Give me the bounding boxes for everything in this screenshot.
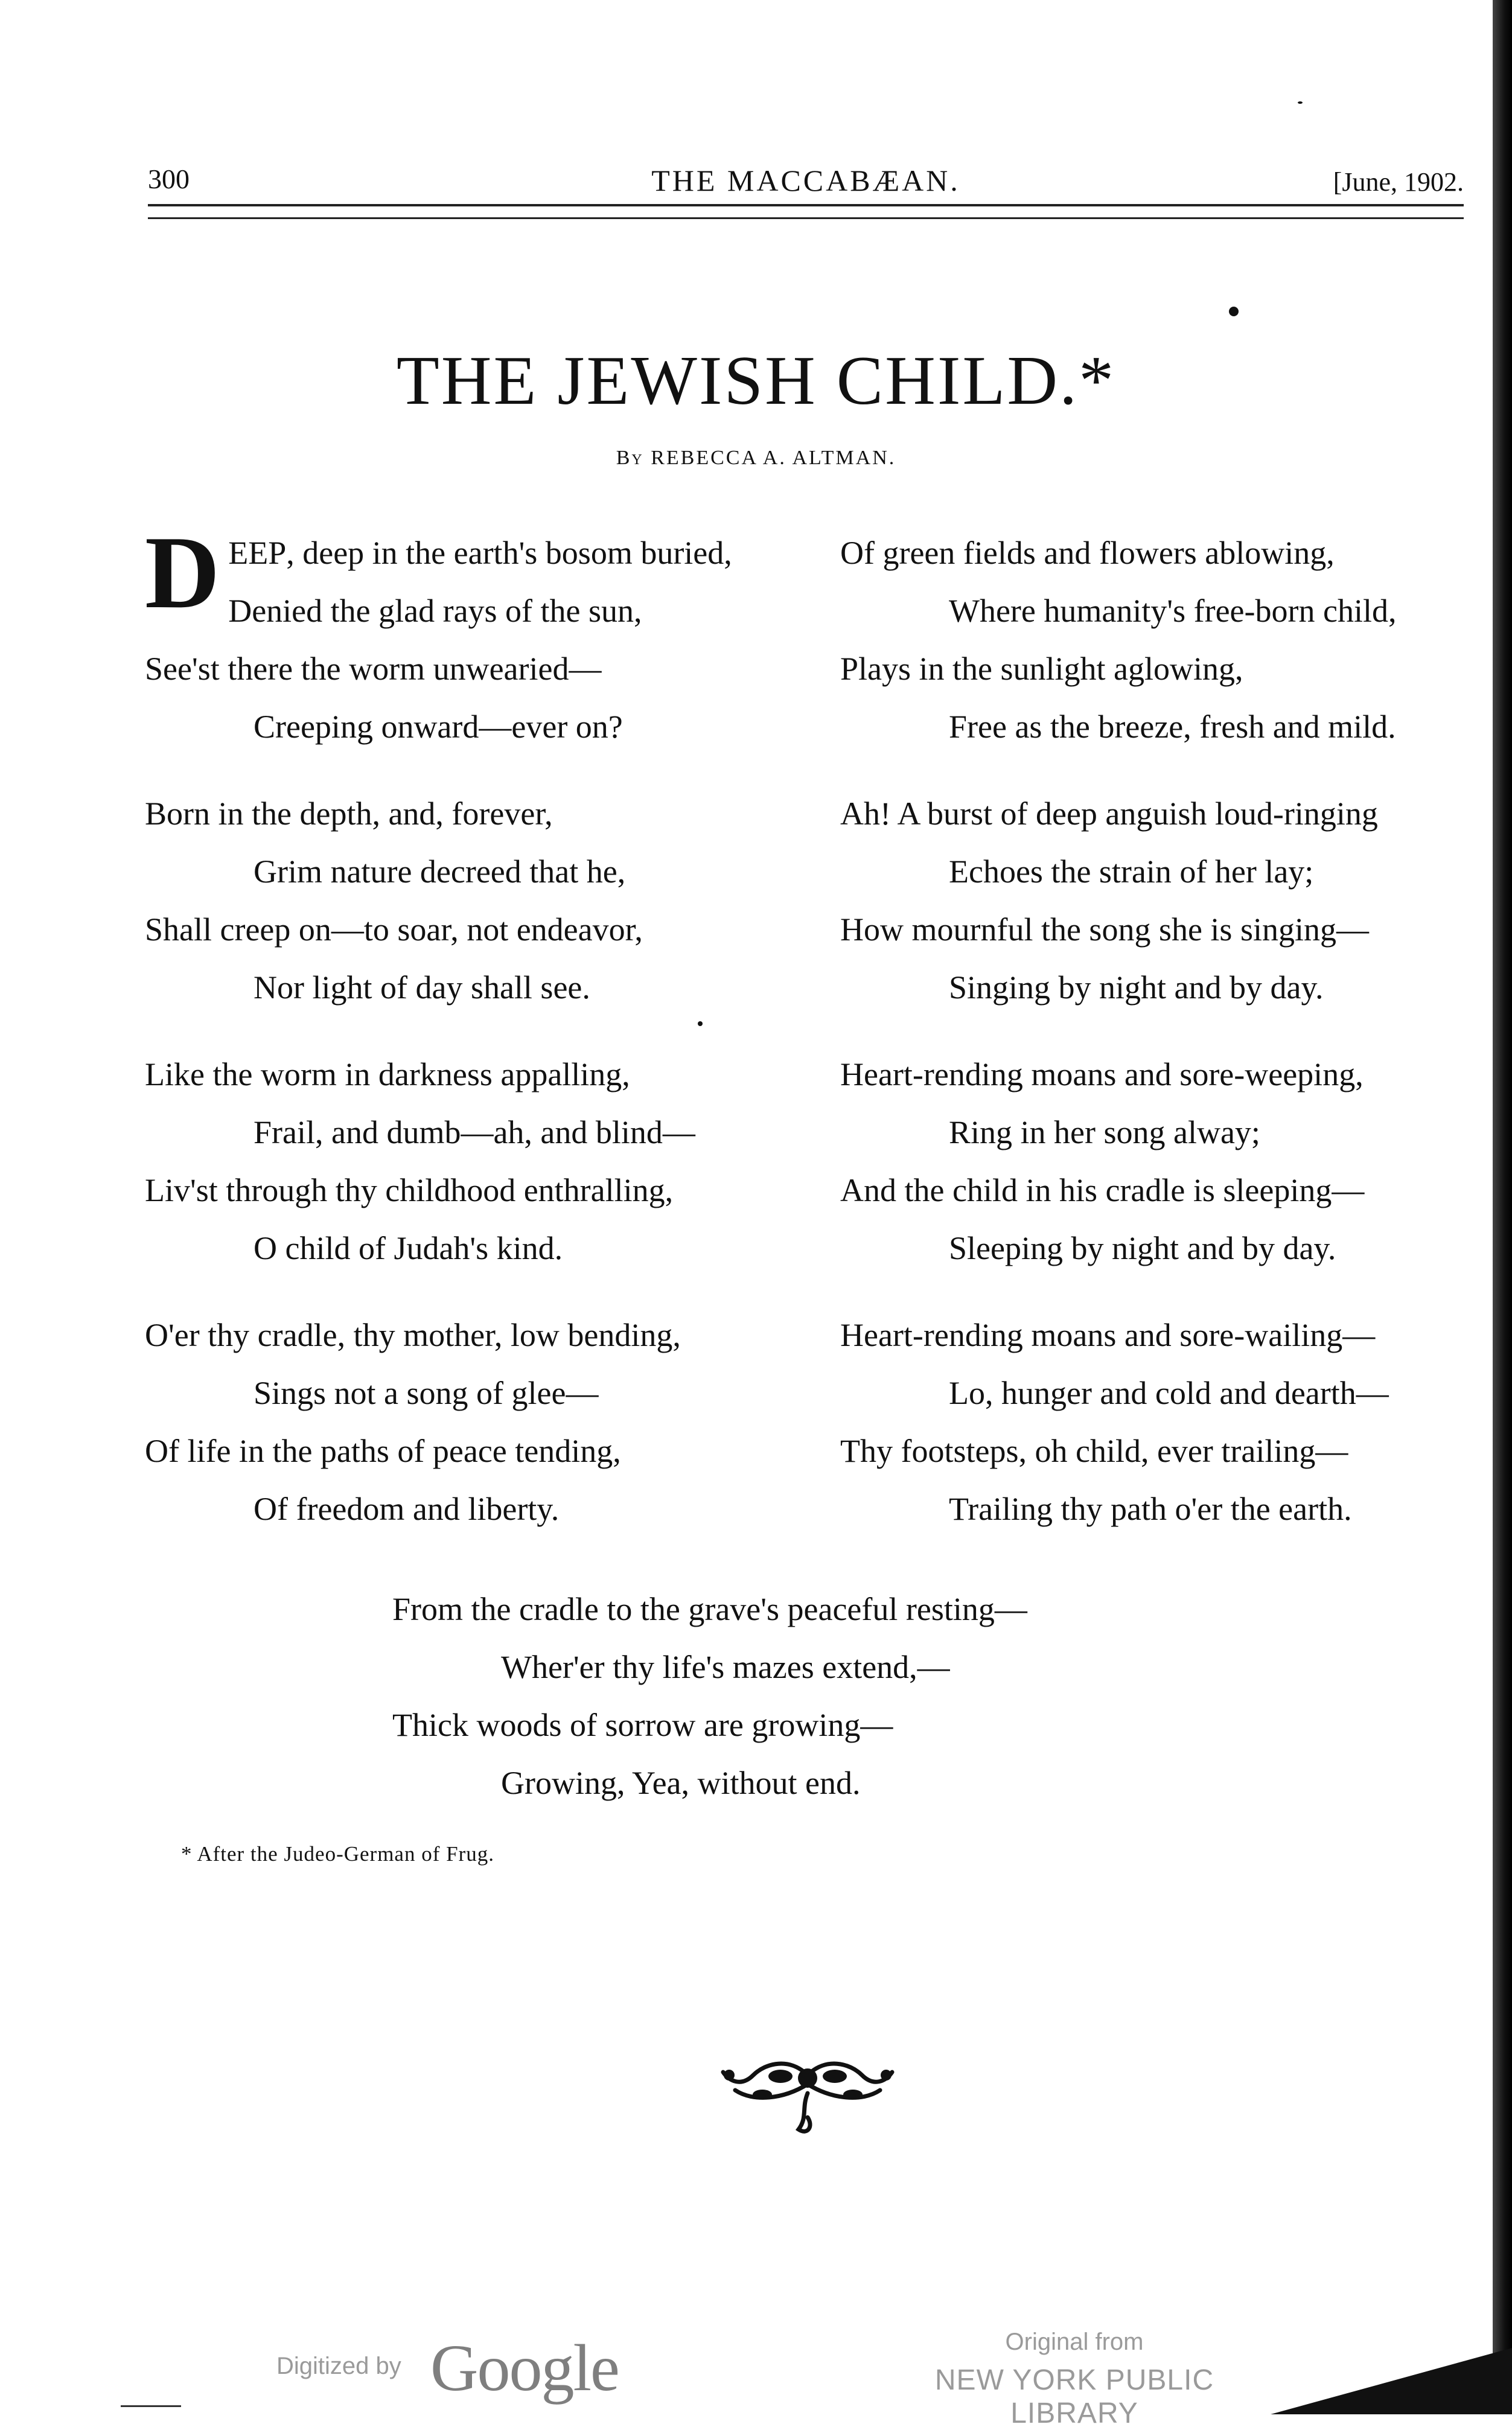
poem-line: Sings not a song of glee— xyxy=(254,1375,599,1411)
stanza-5 xyxy=(840,524,1474,785)
poem-line: Free as the breeze, fresh and mild. xyxy=(949,709,1396,745)
poem-line: Echoes the strain of her lay; xyxy=(949,853,1314,890)
footnote: * After the Judeo-German of Frug. xyxy=(181,1842,494,1866)
poem-line: Sleeping by night and by day. xyxy=(949,1230,1336,1266)
poem-line: Trailing thy path o'er the earth. xyxy=(949,1491,1352,1527)
journal-title: THE MACCABÆAN. xyxy=(651,164,960,197)
poem-line: Denied the glad rays of the sun, xyxy=(228,593,642,629)
poem-line-text: , deep in the earth's bosom buried, xyxy=(286,535,732,571)
digitized-label: Digitized by xyxy=(276,2353,401,2379)
stanza-8 xyxy=(840,1306,1474,1567)
poem-line: O'er thy cradle, thy mother, low bending, xyxy=(145,1317,681,1353)
scan-mark xyxy=(121,2405,181,2407)
running-header xyxy=(148,163,1464,199)
stanza-2 xyxy=(145,785,809,1045)
poem-line: Born in the depth, and, forever, xyxy=(145,796,553,832)
poem-line: Singing by night and by day. xyxy=(949,969,1324,1006)
poem-line: Of life in the paths of peace tending, xyxy=(145,1433,621,1469)
right-column xyxy=(840,524,1474,1567)
drop-cap-continuation: EEP xyxy=(228,535,287,571)
issue-date: [June, 1902. xyxy=(1333,167,1464,197)
byline: By REBECCA A. ALTMAN. xyxy=(616,447,896,469)
original-from-label: Original from xyxy=(1005,2329,1144,2355)
floral-tailpiece-icon xyxy=(717,2051,898,2141)
poem-line: Thick woods of sorrow are growing— xyxy=(392,1707,893,1743)
poem-line: Frail, and dumb—ah, and blind— xyxy=(254,1114,695,1150)
poem-line: How mournful the song she is singing— xyxy=(840,911,1369,948)
binding-edge xyxy=(1493,0,1512,2414)
poem-title: THE JEWISH CHILD.* xyxy=(396,342,1116,419)
ink-speck xyxy=(1298,101,1303,104)
google-wordmark: Google xyxy=(430,2331,619,2405)
poem-line: And the child in his cradle is sleeping— xyxy=(840,1172,1365,1208)
library-stamp xyxy=(869,2329,1280,2430)
poem-line: Plays in the sunlight aglowing, xyxy=(840,651,1243,687)
stanza-3 xyxy=(145,1045,809,1306)
header-rule-bottom xyxy=(148,217,1464,219)
ink-speck xyxy=(1229,307,1239,316)
library-name: NEW YORK PUBLIC LIBRARY xyxy=(934,2364,1214,2429)
stanza-1 xyxy=(145,515,809,785)
digitized-stamp xyxy=(276,2330,639,2405)
page-number: 300 xyxy=(148,164,190,194)
poem-line: Heart-rending moans and sore-wailing— xyxy=(840,1317,1376,1353)
poem-line: Of freedom and liberty. xyxy=(254,1491,560,1527)
stanza-7 xyxy=(840,1045,1474,1306)
poem-line: Lo, hunger and cold and dearth— xyxy=(949,1375,1389,1411)
poem-line: Nor light of day shall see. xyxy=(254,969,590,1006)
poem-line: From the cradle to the grave's peaceful resting— xyxy=(392,1591,1027,1627)
poem-line: Ah! A burst of deep anguish loud-ringing xyxy=(840,796,1378,832)
poem-line: Ring in her song alway; xyxy=(949,1114,1260,1150)
corner-shadow xyxy=(1271,2348,1512,2414)
poem-line: Liv'st through thy childhood enthralling, xyxy=(145,1172,674,1208)
poem-line: See'st there the worm unwearied— xyxy=(145,651,602,687)
poem-line: Where humanity's free-born child, xyxy=(949,593,1397,629)
drop-cap: D xyxy=(145,515,220,630)
poem-line: Grim nature decreed that he, xyxy=(254,853,626,890)
left-column xyxy=(145,515,809,1567)
stanza-4 xyxy=(145,1306,809,1567)
closing-stanza xyxy=(392,1580,1177,1812)
poem-line: Heart-rending moans and sore-weeping, xyxy=(840,1056,1364,1092)
poem-line: Growing, Yea, without end. xyxy=(501,1765,861,1801)
poem-line: Of green fields and flowers ablowing, xyxy=(840,535,1335,571)
poem-line: Creeping onward—ever on? xyxy=(254,709,623,745)
poem-line: Like the worm in darkness appalling, xyxy=(145,1056,630,1092)
poem-line: Shall creep on—to soar, not endeavor, xyxy=(145,911,643,948)
stanza-6 xyxy=(840,785,1474,1045)
poem-line: O child of Judah's kind. xyxy=(254,1230,563,1266)
header-rule-top xyxy=(148,204,1464,206)
poem-line: Thy footsteps, oh child, ever trailing— xyxy=(840,1433,1348,1469)
poem-line: Wher'er thy life's mazes extend,— xyxy=(501,1649,950,1685)
